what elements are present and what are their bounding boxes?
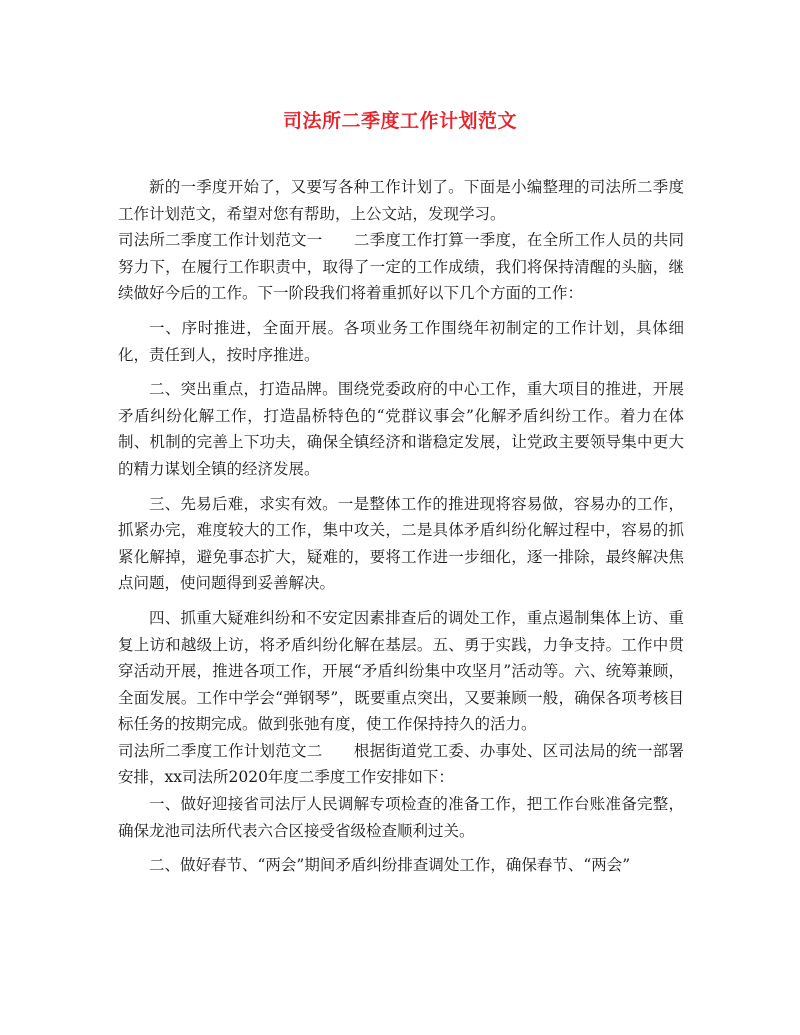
paragraph-item-2: 二、突出重点，打造品牌。围绕党委政府的中心工作，重大项目的推进，开展矛盾纠纷化解工作，打造晶桥特色的“党群议事会”化解矛盾纠纷工作。着力在体制、机制的完善上下功夫，确保全镇经济和谐稳定发展，让党政主要领导集中更大的精力谋划全镇的经济发展。: [118, 380, 684, 478]
document-title: 司法所二季度工作计划范文: [282, 110, 517, 132]
document-body: [118, 174, 684, 879]
paragraph-sample-one: 司法所二季度工作计划范文一 二季度工作打算一季度，在全所工作人员的共同努力下，在履行工作职责中，取得了一定的工作成绩，我们将保持清醒的头脑，继续做好今后的工作。下一阶段我们将着重抓好以下几个方面的工作：: [118, 231, 684, 303]
paragraph-item-4: 四、抓重大疑难纠纷和不安定因素排查后的调处工作，重点遏制集体上访、重复上访和越级上访，将矛盾纠纷化解在基层。五、勇于实践，力争支持。工作中贯穿活动开展，推进各项工作，开展“矛盾纠纷集中攻坚月”活动等。六、统筹兼顾，全面发展。工作中学会“弹钢琴”，既要重点突出，又要兼顾一般，确保各项考核目标任务的按期完成。做到张弛有度，使工作保持持久的活力。: [118, 608, 684, 734]
paragraph-item-3: 三、先易后难，求实有效。一是整体工作的推进现将容易做，容易办的工作，抓紧办完，难度较大的工作，集中攻关，二是具体矛盾纠纷化解过程中，容易的抓紧化解掉，避免事态扩大，疑难的，要将工作进一步细化，逐一排除，最终解决焦点问题，使问题得到妥善解决。: [118, 494, 684, 593]
paragraph-item-6: 二、做好春节、“两会”期间矛盾纠纷排查调处工作，确保春节、“两会”: [149, 856, 631, 875]
paragraph-intro: 新的一季度开始了，又要写各种工作计划了。下面是小编整理的司法所二季度工作计划范文，希望对您有帮助，上公文站，发现学习。: [118, 178, 684, 223]
paragraph-sample-two: 司法所二季度工作计划范文二 根据街道党工委、办事处、区司法局的统一部署安排，xx司法所2020年度二季度工作安排如下：: [118, 741, 684, 787]
paragraph-item-5: 一、做好迎接省司法厅人民调解专项检查的准备工作，把工作台账准备完整，确保龙池司法所代表六合区接受省级检查顺利过关。: [118, 795, 684, 840]
paragraph-item-1: 一、序时推进，全面开展。各项业务工作围绕年初制定的工作计划，具体细化，责任到人，按时序推进。: [118, 318, 684, 364]
